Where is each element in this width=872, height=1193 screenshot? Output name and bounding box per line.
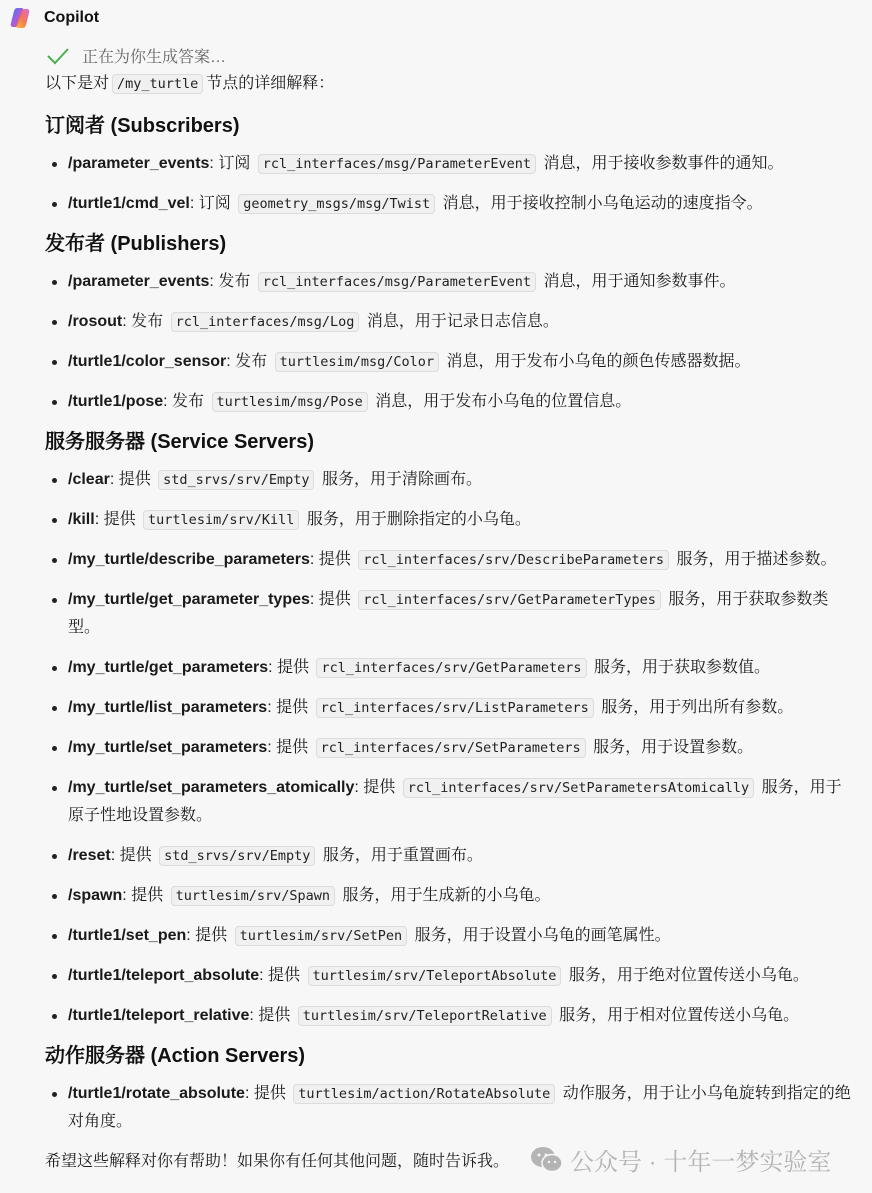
item-desc: 服务，用于重置画布。 bbox=[322, 847, 483, 864]
item-name: /my_turtle/describe_parameters bbox=[68, 551, 310, 568]
section-service-servers bbox=[45, 428, 855, 1030]
item-code: turtlesim/srv/Kill bbox=[143, 510, 299, 530]
list-item bbox=[68, 546, 855, 574]
section-title: 动作服务器 (Action Servers) bbox=[45, 1045, 306, 1067]
item-verb: : 提供 bbox=[110, 847, 152, 864]
item-verb: : 发布 bbox=[122, 313, 164, 330]
item-desc: 服务，用于绝对位置传送小乌龟。 bbox=[568, 967, 809, 984]
item-verb: : 提供 bbox=[122, 887, 164, 904]
item-verb: : 发布 bbox=[163, 393, 205, 410]
section-title: 订阅者 (Subscribers) bbox=[45, 115, 240, 137]
item-code: std_srvs/srv/Empty bbox=[158, 470, 314, 490]
item-verb: : 订阅 bbox=[209, 155, 251, 172]
item-code: turtlesim/srv/Spawn bbox=[171, 886, 335, 906]
item-code: rcl_interfaces/msg/ParameterEvent bbox=[258, 154, 536, 174]
item-name: /turtle1/rotate_absolute bbox=[68, 1085, 245, 1102]
list-item bbox=[68, 882, 855, 910]
list-item bbox=[68, 922, 855, 950]
list-item bbox=[68, 962, 855, 990]
item-name: /rosout bbox=[68, 313, 123, 330]
item-name: /parameter_events bbox=[68, 155, 210, 172]
item-desc: 服务，用于获取参数类型。 bbox=[68, 591, 829, 636]
intro-paragraph bbox=[45, 70, 855, 98]
item-verb: : 提供 bbox=[186, 927, 228, 944]
item-desc: 服务，用于描述参数。 bbox=[676, 551, 837, 568]
item-desc: 服务，用于生成新的小乌龟。 bbox=[342, 887, 551, 904]
item-name: /turtle1/pose bbox=[68, 393, 164, 410]
item-code: rcl_interfaces/msg/ParameterEvent bbox=[258, 272, 536, 292]
closing-paragraph: 希望这些解释对你有帮助！如果你有任何其他问题，随时告诉我。 bbox=[45, 1153, 510, 1170]
watermark-text: 公众号 · 十年一梦实验室 bbox=[570, 1149, 832, 1176]
item-code: turtlesim/srv/TeleportAbsolute bbox=[308, 966, 562, 986]
item-verb: : 提供 bbox=[309, 551, 351, 568]
intro-prefix: 以下是对 bbox=[45, 75, 110, 92]
item-desc: 服务，用于删除指定的小乌龟。 bbox=[306, 511, 531, 528]
item-name: /my_turtle/set_parameters bbox=[68, 739, 268, 756]
item-desc: 服务，用于获取参数值。 bbox=[594, 659, 771, 676]
list-item bbox=[68, 1080, 855, 1136]
item-name: /turtle1/teleport_relative bbox=[68, 1007, 250, 1024]
list-item bbox=[68, 388, 855, 416]
item-desc: 动作服务，用于让小乌龟旋转到指定的绝对角度。 bbox=[68, 1085, 851, 1130]
item-desc: 服务，用于相对位置传送小乌龟。 bbox=[559, 1007, 800, 1024]
item-code: rcl_interfaces/msg/Log bbox=[171, 312, 360, 332]
item-verb: : 提供 bbox=[354, 779, 396, 796]
item-verb: : 提供 bbox=[259, 967, 301, 984]
item-name: /clear bbox=[68, 471, 110, 488]
item-verb: : 发布 bbox=[209, 273, 251, 290]
list-item bbox=[68, 348, 855, 376]
item-desc: 服务，用于清除画布。 bbox=[321, 471, 482, 488]
item-name: /turtle1/cmd_vel bbox=[68, 195, 190, 212]
list-item bbox=[68, 774, 855, 830]
generation-status bbox=[46, 44, 226, 67]
section-subscribers bbox=[45, 112, 855, 218]
item-name: /spawn bbox=[68, 887, 123, 904]
section-publishers bbox=[45, 230, 855, 416]
app-header bbox=[8, 6, 99, 30]
item-name: /my_turtle/get_parameters bbox=[68, 659, 269, 676]
list-item bbox=[68, 842, 855, 870]
item-name: /turtle1/color_sensor bbox=[68, 353, 227, 370]
item-desc: 消息，用于记录日志信息。 bbox=[366, 313, 559, 330]
watermark bbox=[530, 1142, 831, 1177]
list-item bbox=[68, 190, 855, 218]
item-desc: 服务，用于列出所有参数。 bbox=[601, 699, 794, 716]
section-title: 服务服务器 (Service Servers) bbox=[45, 431, 315, 453]
item-desc: 消息，用于接收控制小乌龟运动的速度指令。 bbox=[442, 195, 763, 212]
item-desc: 消息，用于通知参数事件。 bbox=[543, 273, 736, 290]
item-code: turtlesim/msg/Color bbox=[275, 352, 439, 372]
item-code: geometry_msgs/msg/Twist bbox=[238, 194, 435, 214]
item-verb: : 提供 bbox=[267, 739, 309, 756]
list-item bbox=[68, 268, 855, 296]
item-code: std_srvs/srv/Empty bbox=[159, 846, 315, 866]
intro-suffix: 节点的详细解释： bbox=[206, 75, 335, 92]
item-verb: : 提供 bbox=[249, 1007, 291, 1024]
item-code: turtlesim/srv/SetPen bbox=[235, 926, 408, 946]
item-desc: 服务，用于设置小乌龟的画笔属性。 bbox=[414, 927, 671, 944]
section-title: 发布者 (Publishers) bbox=[45, 233, 227, 255]
item-code: turtlesim/msg/Pose bbox=[212, 392, 368, 412]
item-verb: : 提供 bbox=[309, 591, 351, 608]
list-item bbox=[68, 1002, 855, 1030]
item-code: turtlesim/action/RotateAbsolute bbox=[293, 1084, 555, 1104]
item-name: /reset bbox=[68, 847, 111, 864]
list-item bbox=[68, 694, 855, 722]
list-item bbox=[68, 586, 855, 642]
item-name: /my_turtle/set_parameters_atomically bbox=[68, 779, 355, 796]
item-code: rcl_interfaces/srv/ListParameters bbox=[316, 698, 594, 718]
item-verb: : 提供 bbox=[109, 471, 151, 488]
checkmark-icon bbox=[46, 46, 70, 66]
item-verb: : 提供 bbox=[267, 699, 309, 716]
item-code: rcl_interfaces/srv/DescribeParameters bbox=[358, 550, 669, 570]
item-verb: : 提供 bbox=[244, 1085, 286, 1102]
item-verb: : 发布 bbox=[226, 353, 268, 370]
item-name: /my_turtle/get_parameter_types bbox=[68, 591, 310, 608]
item-name: /my_turtle/list_parameters bbox=[68, 699, 268, 716]
app-title: Copilot bbox=[44, 9, 100, 26]
answer-content bbox=[45, 70, 855, 1176]
list-item bbox=[68, 506, 855, 534]
list-item bbox=[68, 654, 855, 682]
item-name: /turtle1/teleport_absolute bbox=[68, 967, 260, 984]
list-item bbox=[68, 734, 855, 762]
item-verb: : 提供 bbox=[94, 511, 136, 528]
item-desc: 消息，用于接收参数事件的通知。 bbox=[543, 155, 784, 172]
wechat-icon bbox=[530, 1146, 564, 1174]
list-item bbox=[68, 150, 855, 178]
section-action-servers bbox=[45, 1042, 855, 1136]
item-code: rcl_interfaces/srv/SetParameters bbox=[316, 738, 586, 758]
item-code: rcl_interfaces/srv/GetParameters bbox=[316, 658, 586, 678]
status-text: 正在为你生成答案… bbox=[82, 49, 227, 66]
list-item bbox=[68, 308, 855, 336]
node-name-code: /my_turtle bbox=[112, 74, 203, 94]
item-verb: : 订阅 bbox=[189, 195, 231, 212]
item-desc: 消息，用于发布小乌龟的位置信息。 bbox=[375, 393, 632, 410]
item-code: turtlesim/srv/TeleportRelative bbox=[298, 1006, 552, 1026]
item-desc: 消息，用于发布小乌龟的颜色传感器数据。 bbox=[446, 353, 751, 370]
item-code: rcl_interfaces/srv/SetParametersAtomically bbox=[403, 778, 754, 798]
copilot-logo-icon bbox=[8, 6, 32, 30]
item-verb: : 提供 bbox=[268, 659, 309, 676]
item-name: /turtle1/set_pen bbox=[68, 927, 187, 944]
item-desc: 服务，用于原子性地设置参数。 bbox=[68, 779, 842, 824]
item-name: /parameter_events bbox=[68, 273, 210, 290]
list-item bbox=[68, 466, 855, 494]
item-code: rcl_interfaces/srv/GetParameterTypes bbox=[358, 590, 661, 610]
item-name: /kill bbox=[68, 511, 95, 528]
item-desc: 服务，用于设置参数。 bbox=[593, 739, 754, 756]
